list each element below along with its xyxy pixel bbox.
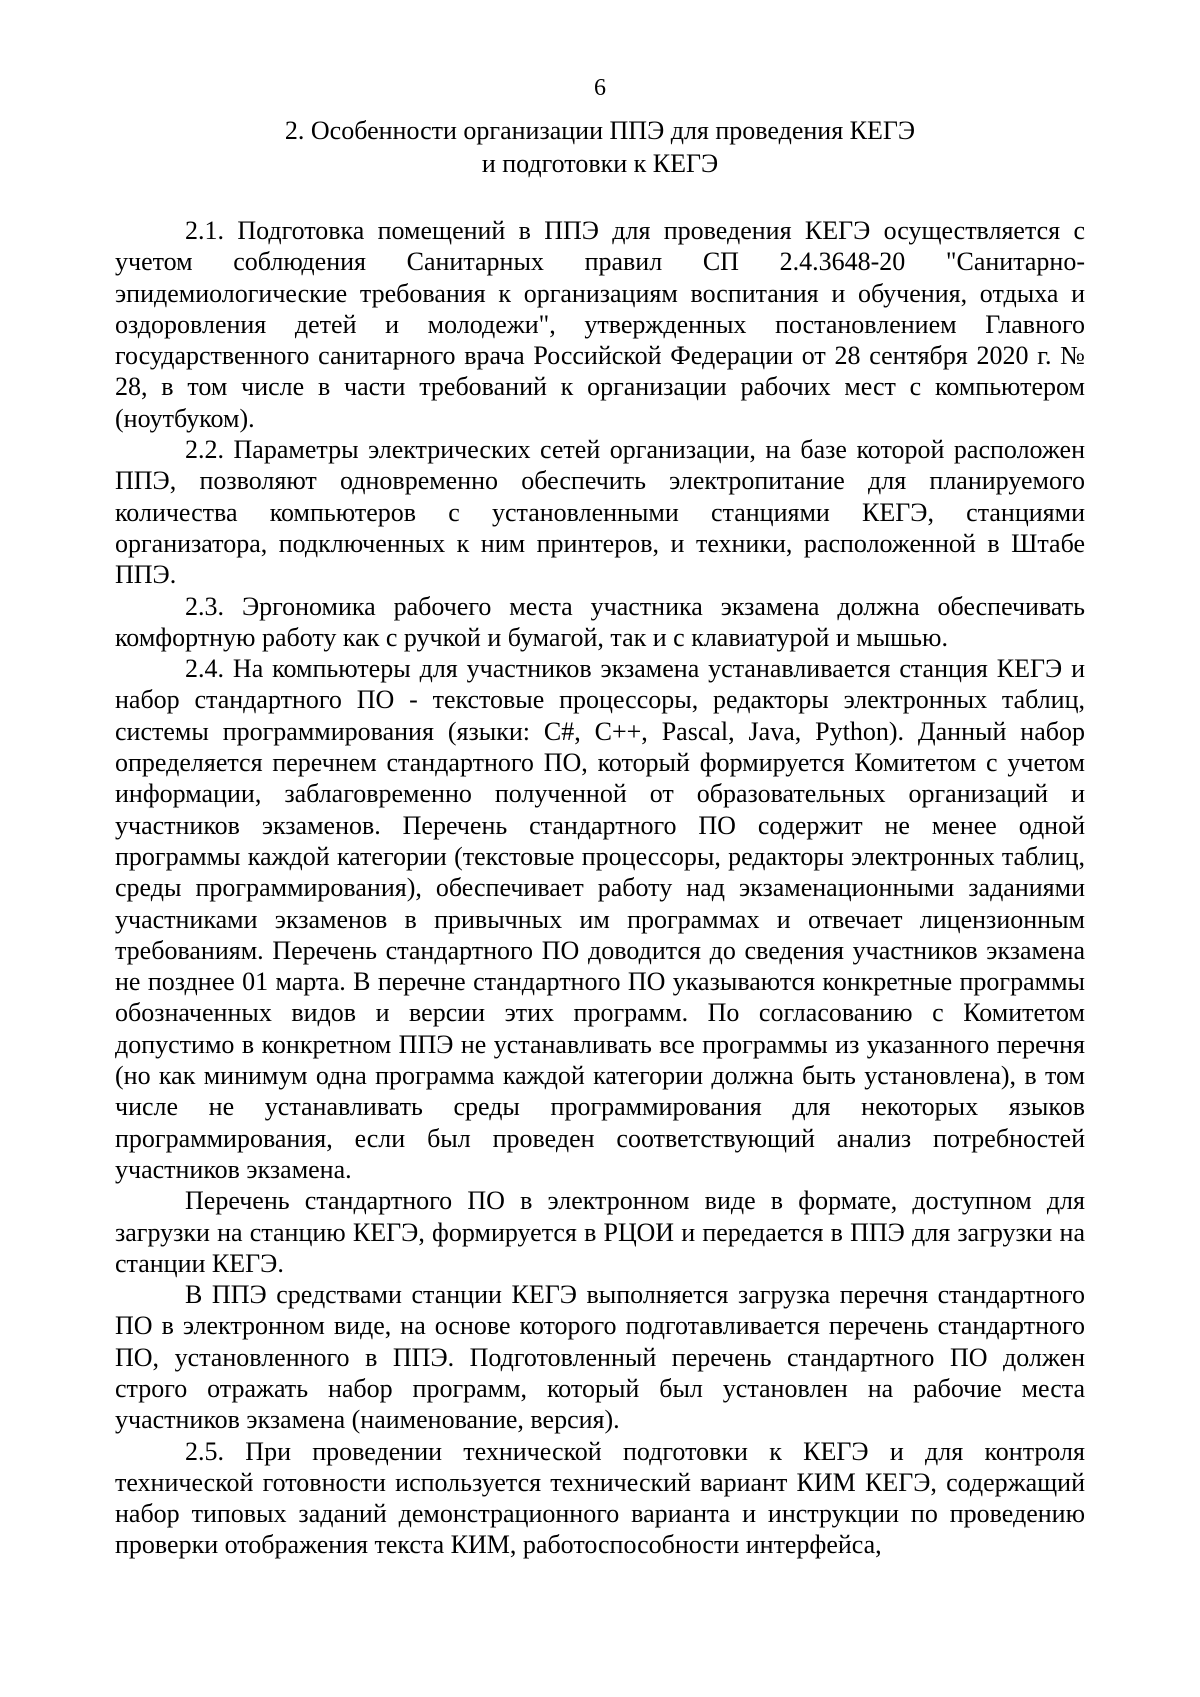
section-title-line-1: 2. Особенности организации ППЭ для проведения КЕГЭ	[284, 116, 916, 145]
paragraph-2-1: 2.1. Подготовка помещений в ППЭ для проведения КЕГЭ осуществляется с учетом соблюдения Санитарных правил СП 2.4.3648-20 "Санитарно-эпидемиологические требования к организациям воспитания и обучения, отдыха и оздоровления детей и молодежи", утвержденных постановлением Главного государственного санитарного врача Российской Федерации от 28 сентября 2020 г. № 28, в том числе в части требований к организации рабочих мест с компьютером (ноутбуком).	[115, 216, 1085, 433]
page-number: 6	[594, 75, 606, 101]
document-body	[115, 215, 1085, 1561]
paragraph-software-list-transfer: Перечень стандартного ПО в электронном виде в формате, доступном для загрузки на станцию КЕГЭ, формируется в РЦОИ и передается в ППЭ для загрузки на станции КЕГЭ.	[115, 1186, 1085, 1278]
paragraph-2-4: 2.4. На компьютеры для участников экзамена устанавливается станция КЕГЭ и набор стандартного ПО - текстовые процессоры, редакторы электронных таблиц, системы программирования (языки: C#, C++, Pascal, Java, Python). Данный набор определяется перечнем стандартного ПО, который формируется Комитетом с учетом информации, заблаговременно полученной от образовательных организаций и участников экзаменов. Перечень стандартного ПО содержит не менее одной программы каждой категории (текстовые процессоры, редакторы электронных таблиц, среды программирования), обеспечивает работу над экзаменационными заданиями участниками экзаменов в привычных им программах и отвечает лицензионным требованиям. Перечень стандартного ПО доводится до сведения участников экзамена не позднее 01 марта. В перечне стандартного ПО указываются конкретные программы обозначенных видов и версии этих программ. По согласованию с Комитетом допустимо в конкретном ППЭ не устанавливать все программы из указанного перечня (но как минимум одна программа каждой категории должна быть установлена), в том числе не устанавливать среды программирования для некоторых языков программирования, если был проведен соответствующий анализ потребностей участников экзамена.	[115, 654, 1085, 1184]
section-title-line-2: и подготовки к КЕГЭ	[481, 149, 719, 178]
section-title	[115, 114, 1085, 180]
paragraph-2-5: 2.5. При проведении технической подготовки к КЕГЭ и для контроля технической готовности используется технический вариант КИМ КЕГЭ, содержащий набор типовых заданий демонстрационного варианта и инструкции по проведению проверки отображения текста КИМ, работоспособности интерфейса,	[115, 1436, 1085, 1560]
paragraph-2-2: 2.2. Параметры электрических сетей организации, на базе которой расположен ППЭ, позволяют одновременно обеспечить электропитание для планируемого количества компьютеров с установленными станциями КЕГЭ, станциями организатора, подключенных к ним принтеров, и техники, расположенной в Штабе ППЭ.	[115, 435, 1085, 590]
paragraph-software-list-loading: В ППЭ средствами станции КЕГЭ выполняется загрузка перечня стандартного ПО в электронном виде, на основе которого подготавливается перечень стандартного ПО, установленного в ППЭ. Подготовленный перечень стандартного ПО должен строго отражать набор программ, который был установлен на рабочие места участников экзамена (наименование, версия).	[115, 1280, 1085, 1435]
paragraph-2-3: 2.3. Эргономика рабочего места участника экзамена должна обеспечивать комфортную работу как с ручкой и бумагой, так и с клавиатурой и мышью.	[115, 591, 1085, 652]
